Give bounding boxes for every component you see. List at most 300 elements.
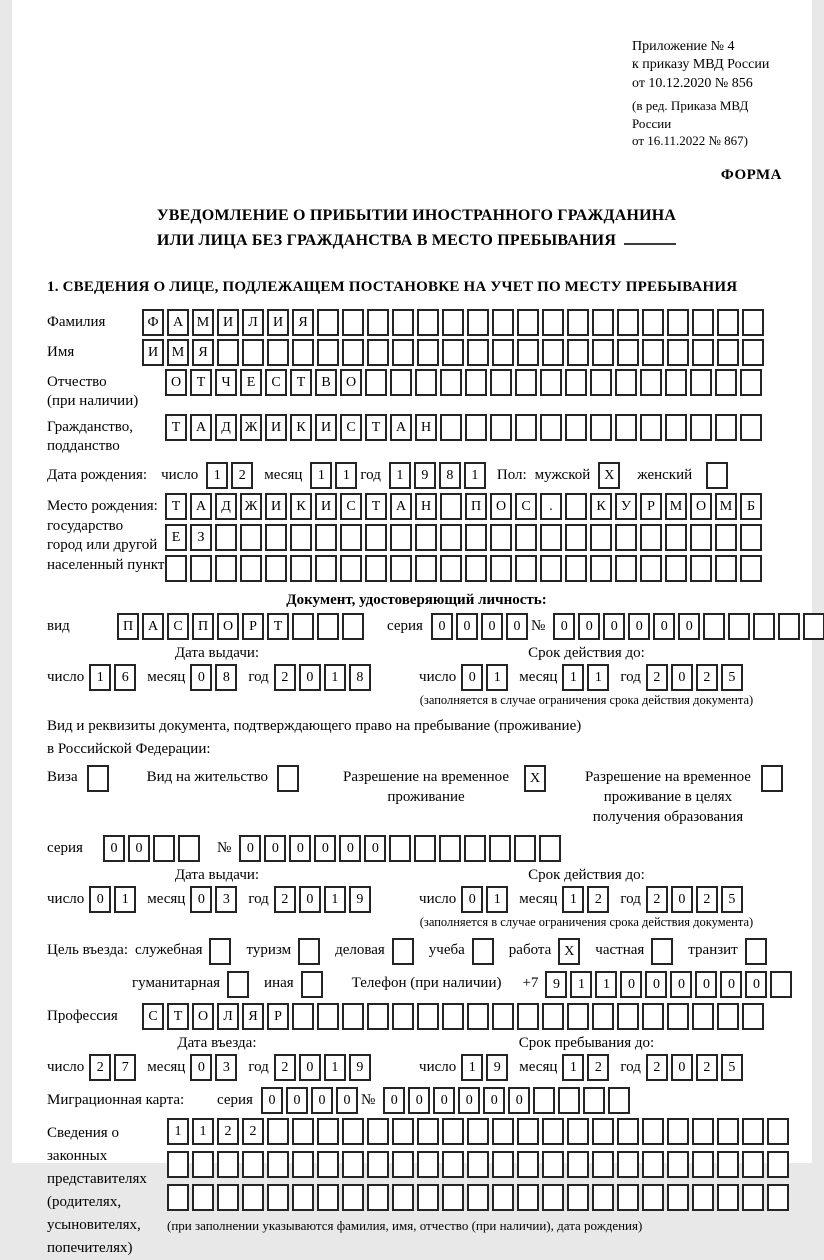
form-cell[interactable] xyxy=(717,1184,739,1211)
form-cell[interactable] xyxy=(592,339,614,366)
form-cell[interactable] xyxy=(692,339,714,366)
form-cell[interactable]: 0 xyxy=(299,886,321,913)
form-cell[interactable] xyxy=(267,1184,289,1211)
form-cell[interactable]: Ж xyxy=(240,493,262,520)
form-cell[interactable]: 0 xyxy=(261,1087,283,1114)
form-cell[interactable]: Ч xyxy=(215,369,237,396)
form-cell[interactable] xyxy=(390,524,412,551)
form-cell[interactable] xyxy=(472,938,494,965)
form-cell[interactable] xyxy=(615,555,637,582)
form-cell[interactable] xyxy=(533,1087,555,1114)
form-cell[interactable]: 8 xyxy=(215,664,237,691)
form-cell[interactable]: 0 xyxy=(458,1087,480,1114)
form-cell[interactable]: С xyxy=(265,369,287,396)
form-cell[interactable] xyxy=(740,369,762,396)
form-cell[interactable]: 0 xyxy=(645,971,667,998)
form-cell[interactable]: И xyxy=(315,493,337,520)
form-cell[interactable] xyxy=(517,1184,539,1211)
form-cell[interactable] xyxy=(567,1118,589,1145)
form-cell[interactable] xyxy=(651,938,673,965)
form-cell[interactable] xyxy=(617,339,639,366)
form-cell[interactable] xyxy=(728,613,750,640)
form-cell[interactable] xyxy=(640,369,662,396)
form-cell[interactable]: Н xyxy=(415,493,437,520)
form-cell[interactable]: 0 xyxy=(670,971,692,998)
form-cell[interactable]: Р xyxy=(242,613,264,640)
form-cell[interactable] xyxy=(742,339,764,366)
form-cell[interactable]: Т xyxy=(290,369,312,396)
form-cell[interactable]: 1 xyxy=(324,886,346,913)
form-cell[interactable]: Н xyxy=(415,414,437,441)
form-cell[interactable] xyxy=(340,524,362,551)
form-cell[interactable] xyxy=(489,835,511,862)
form-cell[interactable]: И xyxy=(265,414,287,441)
form-cell[interactable] xyxy=(467,309,489,336)
form-cell[interactable] xyxy=(317,339,339,366)
form-cell[interactable]: 1 xyxy=(389,462,411,489)
form-cell[interactable] xyxy=(390,369,412,396)
form-cell[interactable]: У xyxy=(615,493,637,520)
form-cell[interactable] xyxy=(717,1151,739,1178)
form-cell[interactable]: Я xyxy=(242,1003,264,1030)
form-cell[interactable]: Д xyxy=(215,493,237,520)
form-cell[interactable] xyxy=(440,414,462,441)
form-cell[interactable] xyxy=(540,369,562,396)
form-cell[interactable] xyxy=(715,414,737,441)
form-cell[interactable] xyxy=(542,1003,564,1030)
form-cell[interactable]: . xyxy=(540,493,562,520)
form-cell[interactable]: 6 xyxy=(114,664,136,691)
form-cell[interactable]: С xyxy=(340,493,362,520)
form-cell[interactable] xyxy=(417,1184,439,1211)
form-cell[interactable] xyxy=(642,339,664,366)
form-cell[interactable] xyxy=(417,1003,439,1030)
form-cell[interactable] xyxy=(209,938,231,965)
form-cell[interactable]: И xyxy=(267,309,289,336)
form-cell[interactable] xyxy=(745,938,767,965)
form-cell[interactable] xyxy=(540,414,562,441)
form-cell[interactable] xyxy=(565,555,587,582)
form-cell[interactable] xyxy=(292,1184,314,1211)
form-cell[interactable] xyxy=(583,1087,605,1114)
form-cell[interactable] xyxy=(215,555,237,582)
form-cell[interactable]: М xyxy=(192,309,214,336)
form-cell[interactable]: М xyxy=(167,339,189,366)
form-cell[interactable] xyxy=(742,309,764,336)
form-cell[interactable] xyxy=(317,1118,339,1145)
form-cell[interactable] xyxy=(367,1184,389,1211)
form-cell[interactable] xyxy=(465,555,487,582)
form-cell[interactable] xyxy=(415,555,437,582)
form-cell[interactable] xyxy=(667,1184,689,1211)
form-cell[interactable] xyxy=(517,1003,539,1030)
form-cell[interactable]: Е xyxy=(165,524,187,551)
form-cell[interactable] xyxy=(317,1003,339,1030)
form-cell[interactable]: 1 xyxy=(464,462,486,489)
form-cell[interactable] xyxy=(467,1184,489,1211)
form-cell[interactable] xyxy=(590,524,612,551)
form-cell[interactable] xyxy=(740,524,762,551)
form-cell[interactable]: Л xyxy=(217,1003,239,1030)
form-cell[interactable] xyxy=(542,1118,564,1145)
form-cell[interactable]: 2 xyxy=(587,1054,609,1081)
form-cell[interactable]: 8 xyxy=(349,664,371,691)
form-cell[interactable]: 0 xyxy=(433,1087,455,1114)
form-cell[interactable] xyxy=(315,555,337,582)
form-cell[interactable]: А xyxy=(190,493,212,520)
form-cell[interactable]: 0 xyxy=(339,835,361,862)
form-cell[interactable] xyxy=(617,1118,639,1145)
form-cell[interactable] xyxy=(389,835,411,862)
form-cell[interactable] xyxy=(390,555,412,582)
form-cell[interactable] xyxy=(490,555,512,582)
form-cell[interactable] xyxy=(392,339,414,366)
form-cell[interactable] xyxy=(565,524,587,551)
form-cell[interactable]: 0 xyxy=(671,1054,693,1081)
form-cell[interactable] xyxy=(342,613,364,640)
form-cell[interactable] xyxy=(292,613,314,640)
form-cell[interactable] xyxy=(642,1003,664,1030)
form-cell[interactable]: 2 xyxy=(89,1054,111,1081)
form-cell[interactable]: X xyxy=(558,938,580,965)
form-cell[interactable] xyxy=(592,1151,614,1178)
form-cell[interactable] xyxy=(392,1118,414,1145)
form-cell[interactable] xyxy=(267,1118,289,1145)
form-cell[interactable] xyxy=(742,1151,764,1178)
form-cell[interactable]: О xyxy=(340,369,362,396)
form-cell[interactable] xyxy=(761,765,783,792)
form-cell[interactable]: Т xyxy=(190,369,212,396)
form-cell[interactable] xyxy=(667,1118,689,1145)
form-cell[interactable] xyxy=(515,414,537,441)
form-cell[interactable]: А xyxy=(142,613,164,640)
form-cell[interactable]: 1 xyxy=(324,1054,346,1081)
form-cell[interactable] xyxy=(667,309,689,336)
form-cell[interactable]: 0 xyxy=(481,613,503,640)
form-cell[interactable] xyxy=(440,524,462,551)
form-cell[interactable] xyxy=(690,555,712,582)
form-cell[interactable]: 3 xyxy=(215,1054,237,1081)
form-cell[interactable] xyxy=(215,524,237,551)
form-cell[interactable] xyxy=(492,339,514,366)
form-cell[interactable] xyxy=(740,414,762,441)
form-cell[interactable]: П xyxy=(192,613,214,640)
form-cell[interactable] xyxy=(192,1151,214,1178)
form-cell[interactable] xyxy=(640,524,662,551)
form-cell[interactable] xyxy=(415,524,437,551)
form-cell[interactable] xyxy=(342,1151,364,1178)
form-cell[interactable] xyxy=(706,462,728,489)
form-cell[interactable] xyxy=(590,369,612,396)
form-cell[interactable]: С xyxy=(515,493,537,520)
form-cell[interactable] xyxy=(617,1184,639,1211)
form-cell[interactable] xyxy=(240,555,262,582)
form-cell[interactable] xyxy=(617,1003,639,1030)
form-cell[interactable]: Т xyxy=(165,493,187,520)
form-cell[interactable]: X xyxy=(598,462,620,489)
form-cell[interactable] xyxy=(277,765,299,792)
form-cell[interactable]: 0 xyxy=(745,971,767,998)
form-cell[interactable]: Т xyxy=(365,493,387,520)
form-cell[interactable] xyxy=(665,414,687,441)
form-cell[interactable] xyxy=(542,309,564,336)
form-cell[interactable]: В xyxy=(315,369,337,396)
form-cell[interactable] xyxy=(665,369,687,396)
form-cell[interactable] xyxy=(317,309,339,336)
form-cell[interactable]: Р xyxy=(640,493,662,520)
form-cell[interactable] xyxy=(467,1118,489,1145)
form-cell[interactable] xyxy=(415,369,437,396)
form-cell[interactable] xyxy=(315,524,337,551)
form-cell[interactable] xyxy=(265,555,287,582)
form-cell[interactable]: 1 xyxy=(461,1054,483,1081)
form-cell[interactable]: 0 xyxy=(483,1087,505,1114)
form-cell[interactable]: 1 xyxy=(192,1118,214,1145)
form-cell[interactable] xyxy=(342,1003,364,1030)
form-cell[interactable]: К xyxy=(290,493,312,520)
form-cell[interactable]: Ф xyxy=(142,309,164,336)
form-cell[interactable] xyxy=(740,555,762,582)
form-cell[interactable]: 8 xyxy=(439,462,461,489)
form-cell[interactable] xyxy=(167,1151,189,1178)
form-cell[interactable]: 1 xyxy=(562,664,584,691)
form-cell[interactable] xyxy=(717,339,739,366)
form-cell[interactable] xyxy=(514,835,536,862)
form-cell[interactable] xyxy=(642,1118,664,1145)
form-cell[interactable] xyxy=(590,555,612,582)
form-cell[interactable] xyxy=(665,524,687,551)
form-cell[interactable]: Е xyxy=(240,369,262,396)
form-cell[interactable]: 1 xyxy=(114,886,136,913)
form-cell[interactable]: Д xyxy=(215,414,237,441)
form-cell[interactable]: 5 xyxy=(721,664,743,691)
form-cell[interactable]: 0 xyxy=(720,971,742,998)
form-cell[interactable] xyxy=(465,369,487,396)
form-cell[interactable]: Т xyxy=(267,613,289,640)
form-cell[interactable]: 0 xyxy=(383,1087,405,1114)
form-cell[interactable] xyxy=(467,1003,489,1030)
form-cell[interactable]: Т xyxy=(365,414,387,441)
form-cell[interactable] xyxy=(767,1118,789,1145)
form-cell[interactable]: 1 xyxy=(89,664,111,691)
form-cell[interactable] xyxy=(515,524,537,551)
form-cell[interactable] xyxy=(442,339,464,366)
form-cell[interactable] xyxy=(301,971,323,998)
form-cell[interactable] xyxy=(608,1087,630,1114)
form-cell[interactable] xyxy=(567,309,589,336)
form-cell[interactable] xyxy=(717,1118,739,1145)
form-cell[interactable]: О xyxy=(217,613,239,640)
form-cell[interactable]: С xyxy=(340,414,362,441)
form-cell[interactable]: Я xyxy=(192,339,214,366)
form-cell[interactable]: 0 xyxy=(553,613,575,640)
form-cell[interactable] xyxy=(667,1151,689,1178)
form-cell[interactable] xyxy=(615,414,637,441)
form-cell[interactable] xyxy=(217,1151,239,1178)
form-cell[interactable]: 0 xyxy=(628,613,650,640)
form-cell[interactable]: 9 xyxy=(545,971,567,998)
form-cell[interactable] xyxy=(692,309,714,336)
form-cell[interactable] xyxy=(464,835,486,862)
form-cell[interactable] xyxy=(317,613,339,640)
form-cell[interactable]: 0 xyxy=(190,886,212,913)
form-cell[interactable]: 1 xyxy=(570,971,592,998)
form-cell[interactable] xyxy=(703,613,725,640)
form-cell[interactable]: 0 xyxy=(603,613,625,640)
form-cell[interactable]: 0 xyxy=(678,613,700,640)
form-cell[interactable]: 1 xyxy=(167,1118,189,1145)
form-cell[interactable] xyxy=(742,1003,764,1030)
form-cell[interactable] xyxy=(492,1118,514,1145)
form-cell[interactable] xyxy=(442,1118,464,1145)
form-cell[interactable] xyxy=(165,555,187,582)
form-cell[interactable] xyxy=(492,1184,514,1211)
form-cell[interactable] xyxy=(442,1184,464,1211)
form-cell[interactable]: Я xyxy=(292,309,314,336)
form-cell[interactable] xyxy=(492,1003,514,1030)
form-cell[interactable]: С xyxy=(167,613,189,640)
form-cell[interactable] xyxy=(753,613,775,640)
form-cell[interactable]: 1 xyxy=(486,664,508,691)
form-cell[interactable] xyxy=(590,414,612,441)
form-cell[interactable] xyxy=(467,1151,489,1178)
form-cell[interactable] xyxy=(392,1151,414,1178)
form-cell[interactable] xyxy=(490,414,512,441)
form-cell[interactable] xyxy=(340,555,362,582)
form-cell[interactable]: 2 xyxy=(696,664,718,691)
form-cell[interactable] xyxy=(539,835,561,862)
form-cell[interactable] xyxy=(465,524,487,551)
form-cell[interactable]: 2 xyxy=(242,1118,264,1145)
form-cell[interactable] xyxy=(365,555,387,582)
form-cell[interactable] xyxy=(640,555,662,582)
form-cell[interactable]: 0 xyxy=(461,886,483,913)
form-cell[interactable]: З xyxy=(190,524,212,551)
form-cell[interactable] xyxy=(542,1184,564,1211)
form-cell[interactable] xyxy=(417,339,439,366)
form-cell[interactable]: Ж xyxy=(240,414,262,441)
form-cell[interactable]: 2 xyxy=(274,886,296,913)
form-cell[interactable] xyxy=(565,369,587,396)
form-cell[interactable] xyxy=(267,339,289,366)
form-cell[interactable] xyxy=(467,339,489,366)
form-cell[interactable]: 0 xyxy=(190,664,212,691)
form-cell[interactable]: А xyxy=(390,414,412,441)
form-cell[interactable]: 1 xyxy=(486,886,508,913)
form-cell[interactable]: 9 xyxy=(349,886,371,913)
form-cell[interactable] xyxy=(492,1151,514,1178)
form-cell[interactable] xyxy=(342,339,364,366)
form-cell[interactable]: 0 xyxy=(239,835,261,862)
form-cell[interactable] xyxy=(517,339,539,366)
form-cell[interactable]: 1 xyxy=(595,971,617,998)
form-cell[interactable] xyxy=(365,369,387,396)
form-cell[interactable]: 0 xyxy=(128,835,150,862)
form-cell[interactable]: О xyxy=(192,1003,214,1030)
form-cell[interactable]: А xyxy=(190,414,212,441)
form-cell[interactable] xyxy=(167,1184,189,1211)
form-cell[interactable]: 9 xyxy=(414,462,436,489)
form-cell[interactable]: 0 xyxy=(103,835,125,862)
form-cell[interactable] xyxy=(440,555,462,582)
form-cell[interactable] xyxy=(317,1184,339,1211)
form-cell[interactable] xyxy=(617,309,639,336)
form-cell[interactable] xyxy=(742,1184,764,1211)
form-cell[interactable] xyxy=(667,339,689,366)
form-cell[interactable]: 1 xyxy=(335,462,357,489)
form-cell[interactable] xyxy=(178,835,200,862)
form-cell[interactable]: 0 xyxy=(299,664,321,691)
form-cell[interactable]: 9 xyxy=(486,1054,508,1081)
form-cell[interactable] xyxy=(692,1151,714,1178)
form-cell[interactable]: И xyxy=(265,493,287,520)
form-cell[interactable] xyxy=(440,493,462,520)
form-cell[interactable] xyxy=(517,1118,539,1145)
form-cell[interactable] xyxy=(492,309,514,336)
form-cell[interactable] xyxy=(192,1184,214,1211)
form-cell[interactable]: 1 xyxy=(324,664,346,691)
form-cell[interactable] xyxy=(442,1003,464,1030)
form-cell[interactable] xyxy=(715,369,737,396)
form-cell[interactable]: 0 xyxy=(89,886,111,913)
form-cell[interactable]: 1 xyxy=(206,462,228,489)
form-cell[interactable] xyxy=(298,938,320,965)
form-cell[interactable]: 2 xyxy=(646,1054,668,1081)
form-cell[interactable]: 1 xyxy=(587,664,609,691)
form-cell[interactable] xyxy=(567,1184,589,1211)
form-cell[interactable] xyxy=(317,1151,339,1178)
form-cell[interactable]: А xyxy=(390,493,412,520)
form-cell[interactable]: Т xyxy=(165,414,187,441)
form-cell[interactable]: 0 xyxy=(456,613,478,640)
form-cell[interactable]: 0 xyxy=(671,886,693,913)
form-cell[interactable] xyxy=(642,1184,664,1211)
form-cell[interactable] xyxy=(515,369,537,396)
form-cell[interactable] xyxy=(292,1151,314,1178)
form-cell[interactable] xyxy=(567,1003,589,1030)
form-cell[interactable]: 0 xyxy=(508,1087,530,1114)
form-cell[interactable]: И xyxy=(315,414,337,441)
form-cell[interactable] xyxy=(292,339,314,366)
form-cell[interactable] xyxy=(465,414,487,441)
form-cell[interactable] xyxy=(342,1118,364,1145)
form-cell[interactable]: 0 xyxy=(408,1087,430,1114)
form-cell[interactable]: 0 xyxy=(620,971,642,998)
form-cell[interactable] xyxy=(439,835,461,862)
form-cell[interactable]: 2 xyxy=(274,664,296,691)
form-cell[interactable] xyxy=(592,1118,614,1145)
form-cell[interactable] xyxy=(615,369,637,396)
form-cell[interactable]: X xyxy=(524,765,546,792)
form-cell[interactable]: 2 xyxy=(646,886,668,913)
form-cell[interactable] xyxy=(715,524,737,551)
form-cell[interactable] xyxy=(267,1151,289,1178)
form-cell[interactable] xyxy=(692,1118,714,1145)
form-cell[interactable]: 5 xyxy=(721,886,743,913)
form-cell[interactable] xyxy=(767,1151,789,1178)
form-cell[interactable] xyxy=(392,1184,414,1211)
form-cell[interactable] xyxy=(692,1184,714,1211)
form-cell[interactable] xyxy=(417,1151,439,1178)
form-cell[interactable]: О xyxy=(490,493,512,520)
form-cell[interactable]: 0 xyxy=(311,1087,333,1114)
form-cell[interactable] xyxy=(690,369,712,396)
form-cell[interactable] xyxy=(442,1151,464,1178)
form-cell[interactable] xyxy=(342,309,364,336)
form-cell[interactable]: 2 xyxy=(696,1054,718,1081)
form-cell[interactable]: 0 xyxy=(289,835,311,862)
form-cell[interactable] xyxy=(240,524,262,551)
